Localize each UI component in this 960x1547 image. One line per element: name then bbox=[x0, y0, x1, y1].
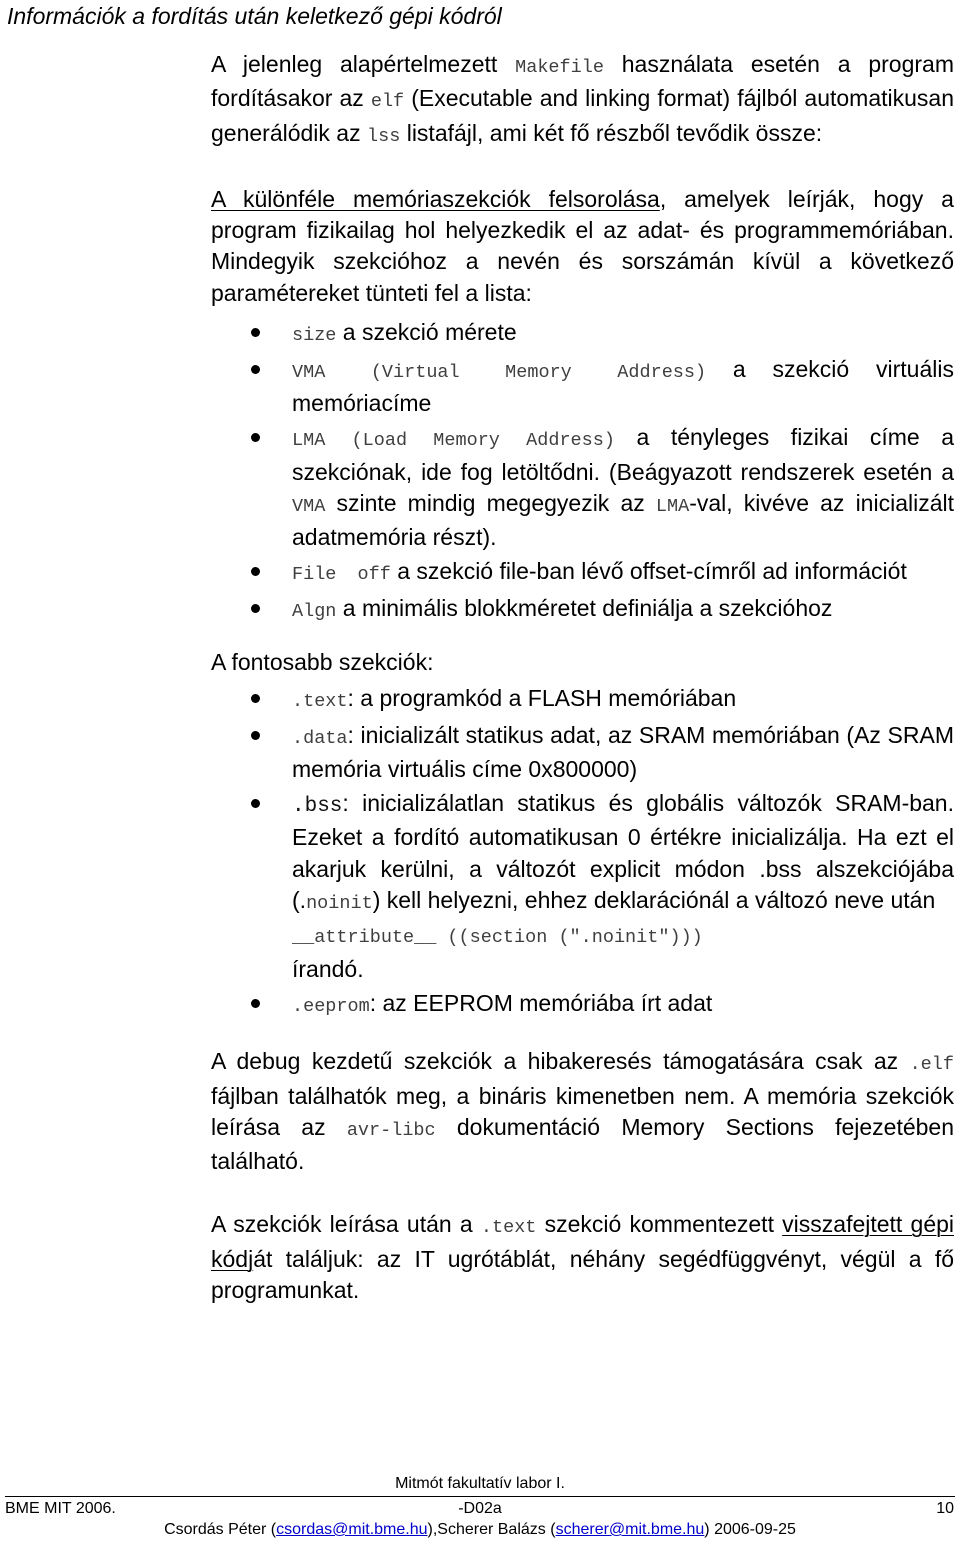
page-title: Információk a fordítás után keletkező gépi kódról bbox=[7, 3, 502, 29]
text-segment: a szekció virtuális memóriacíme bbox=[292, 356, 954, 417]
text-segment: ) kell helyezni, ehhez deklarációnál a változó neve után bbox=[372, 887, 936, 914]
important-sections-heading: A fontosabb szekciók: bbox=[211, 649, 434, 676]
text-segment: a minimális blokkméretet definiálja a szekcióhoz bbox=[336, 595, 833, 622]
code-algn: Algn bbox=[292, 601, 337, 623]
text-segment: : a programkód a FLASH memóriában bbox=[347, 684, 737, 711]
code-vma-inline: VMA bbox=[292, 496, 326, 518]
code-size: size bbox=[292, 325, 337, 347]
footer-authors bbox=[0, 1520, 960, 1540]
code-bss: .bss bbox=[292, 794, 343, 818]
text-segment: listafájl, ami két fő részből tevődik össze: bbox=[400, 119, 823, 146]
code-makefile: Makefile bbox=[515, 57, 604, 78]
debug-paragraph bbox=[211, 1046, 954, 1178]
text-segment: A jelenleg alapértelmezett bbox=[211, 51, 516, 77]
text-segment: szinte mindig megegyezik az bbox=[325, 490, 656, 517]
bullet-icon bbox=[251, 799, 260, 808]
list-item-bss bbox=[211, 788, 954, 985]
list-item-size bbox=[211, 317, 954, 351]
text-segment: ) 2006-09-25 bbox=[704, 1521, 796, 1538]
sections-underlined-lead: A különféle memóriaszekciók felsorolása bbox=[211, 185, 660, 212]
code-elf-ext: .elf bbox=[909, 1054, 954, 1076]
list-item-vma bbox=[211, 354, 954, 420]
text-segment: dokumentáció Memory Sections fejezetében található. bbox=[211, 1113, 955, 1175]
bullet-icon bbox=[251, 328, 260, 337]
text-segment: írandó. bbox=[292, 955, 364, 982]
list-item-data bbox=[211, 720, 954, 786]
text-segment: a tényleges fizikai címe a szekciónak, ide fog letöltődni. (Beágyazott rendszerek esetén a bbox=[292, 424, 955, 485]
text-segment: : inicializált statikus adat, az SRAM memóriában (Az SRAM memória virtuális címe 0x800000) bbox=[292, 721, 954, 783]
text-segment: Csordás Péter ( bbox=[164, 1521, 277, 1538]
text-segment: (Executable and linking format) fájlból automatikusan generálódik az bbox=[211, 85, 954, 146]
email-link-scherer[interactable]: scherer@mit.bme.hu bbox=[555, 1521, 705, 1538]
text-segment: szekció kommentezett bbox=[536, 1211, 783, 1238]
list-item-file-off bbox=[211, 556, 954, 590]
code-noinit: noinit bbox=[306, 893, 373, 915]
text-segment: ),Scherer Balázs ( bbox=[427, 1521, 556, 1538]
code-lma: LMA (Load Memory Address) bbox=[292, 430, 615, 452]
text-segment: át találjuk: az IT ugrótáblát, néhány segédfüggvényt, végül a fő programunkat. bbox=[211, 1245, 954, 1303]
text-segment: : inicializálatlan statikus és globális változók SRAM-ban. Ezeket a fordító automatikusan 0 értékre inicializálja. Ha ezt el akarjuk kerülni, a változót explicit módon .bss alszekciójába (. bbox=[292, 789, 954, 914]
code-text: .text bbox=[292, 690, 348, 712]
text-segment: , amelyek leírják, hogy a program fizikailag hol helyezkedik el az adat- és programmemóriában. Mindegyik szekcióhoz a nevén és sorszámán kívül a következő paramétereket tünteti fel a lista: bbox=[211, 185, 954, 306]
email-link-csordas[interactable]: csordas@mit.bme.hu bbox=[276, 1521, 428, 1538]
text-segment: a szekció mérete bbox=[336, 319, 517, 346]
bullet-icon bbox=[251, 731, 260, 740]
bullet-icon bbox=[251, 567, 260, 576]
code-data: .data bbox=[292, 727, 348, 749]
code-lma-inline: LMA bbox=[655, 496, 690, 518]
underlined-phrase: visszafejtett gépi kódj bbox=[211, 1211, 955, 1272]
bullet-icon bbox=[251, 604, 260, 613]
bullet-icon bbox=[251, 365, 260, 374]
code-vma: VMA (Virtual Memory Address) bbox=[292, 362, 707, 384]
code-lss: lss bbox=[367, 125, 401, 147]
code-file-off: File off bbox=[292, 564, 391, 586]
code-eeprom: .eeprom bbox=[292, 995, 370, 1017]
bullet-icon bbox=[251, 999, 260, 1008]
bullet-icon bbox=[251, 433, 260, 442]
list-item-lma bbox=[211, 422, 954, 554]
text-segment: A szekciók leírása után a bbox=[211, 1211, 481, 1238]
last-paragraph bbox=[211, 1209, 954, 1306]
code-avr-libc: avr-libc bbox=[346, 1119, 436, 1141]
main-content bbox=[211, 49, 954, 1306]
footer-institution: BME MIT 2006. bbox=[5, 1500, 116, 1517]
text-segment: A debug kezdetű szekciók a hibakeresés támogatására csak az bbox=[211, 1048, 910, 1075]
text-segment: használata esetén a program fordításakor az bbox=[211, 51, 954, 112]
footer-divider bbox=[5, 1496, 955, 1497]
list-item-eeprom bbox=[211, 988, 954, 1022]
intro-paragraph bbox=[211, 49, 954, 152]
footer-doc-code: -D02a bbox=[458, 1500, 502, 1517]
code-elf: elf bbox=[370, 91, 405, 113]
text-segment: -val, kivéve az inicializált adatmemória részt). bbox=[292, 490, 954, 551]
list-item-text bbox=[211, 683, 954, 717]
important-sections-list bbox=[211, 683, 954, 1022]
sections-paragraph bbox=[211, 184, 954, 310]
bullet-icon bbox=[251, 694, 260, 703]
text-segment: : az EEPROM memóriába írt adat bbox=[369, 989, 713, 1016]
code-attribute: __attribute__ ((section (".noinit"))) bbox=[292, 927, 703, 949]
list-item-algn bbox=[211, 593, 954, 627]
footer-page-number: 10 bbox=[936, 1500, 954, 1517]
text-segment: fájlban találhatók meg, a bináris kimenetben nem. A memória szekciók leírása az bbox=[211, 1082, 954, 1140]
footer-course: Mitmót fakultatív labor I. bbox=[395, 1475, 565, 1492]
text-segment: a szekció file-ban lévő offset-címről ad információt bbox=[390, 558, 907, 585]
code-text-section: .text bbox=[480, 1217, 537, 1239]
parameter-list bbox=[211, 317, 954, 627]
